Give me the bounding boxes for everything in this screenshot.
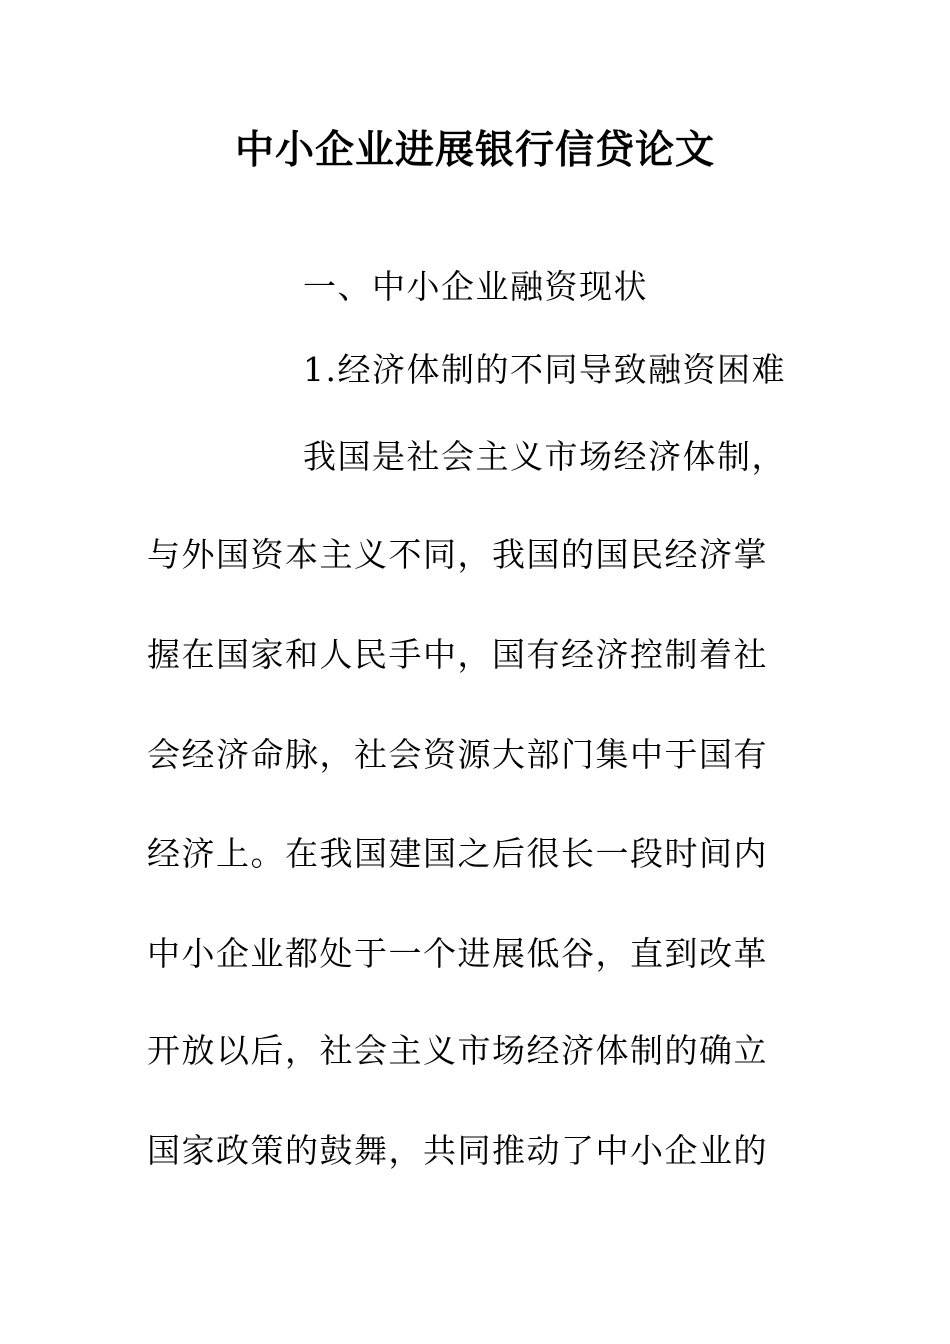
paragraph-line: 开放以后，社会主义市场经济体制的确立 [147,1031,768,1070]
paragraph-line: 经济上。在我国建国之后很长一段时间内 [147,834,768,873]
paragraph-line: 与外国资本主义不同，我国的国民经济掌 [147,535,768,574]
paragraph-line: 握在国家和人民手中，国有经济控制着社 [147,635,768,674]
document-title: 中小企业进展银行信贷论文 [234,127,715,173]
subsection-heading: 1.经济体制的不同导致融资困难 [303,350,786,389]
section-heading: 一、中小企业融资现状 [303,267,648,306]
paragraph-line: 会经济命脉，社会资源大部门集中于国有 [147,735,768,774]
paragraph-line: 国家政策的鼓舞，共同推动了中小企业的 [147,1131,768,1170]
paragraph-line: 我国是社会主义市场经济体制， [303,437,786,476]
paragraph-line: 中小企业都处于一个进展低谷，直到改革 [147,934,768,973]
